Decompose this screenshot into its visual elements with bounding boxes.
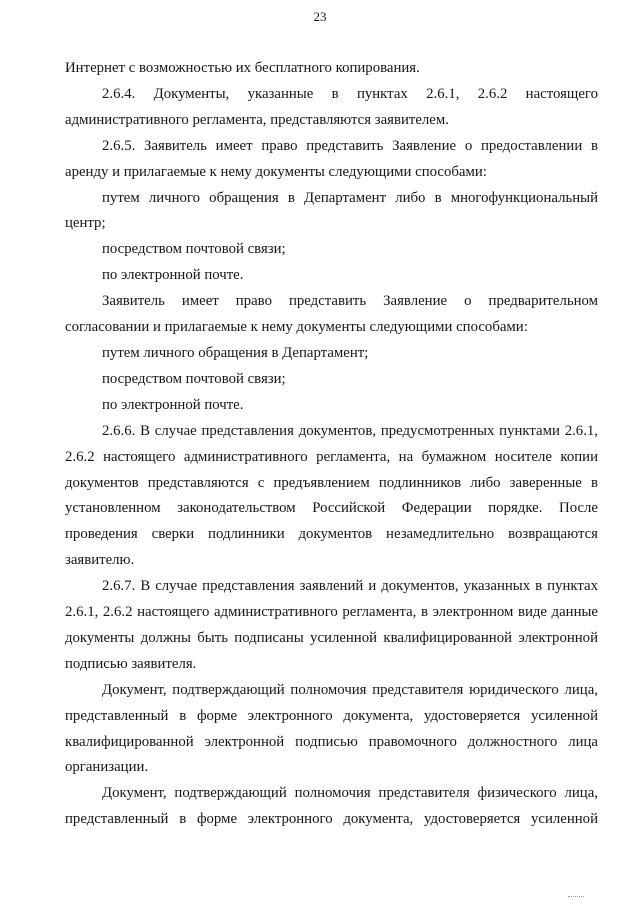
list-item-personal-visit: путем личного обращения в Департамент либо в многофункциональный центр; — [65, 189, 598, 232]
document-body — [65, 56, 598, 833]
paragraph-2-6-4: 2.6.4. Документы, указанные в пунктах 2.6.1, 2.6.2 настоящего административного регламента, представляются заявителем. — [65, 85, 598, 128]
list-item-personal-visit-department: путем личного обращения в Департамент; — [102, 344, 369, 361]
paragraph-continuation: Интернет с возможностью их бесплатного копирования. — [65, 60, 420, 76]
list-item-email-2: по электронной почте. — [102, 396, 244, 413]
paragraph-2-6-7: 2.6.7. В случае представления заявлений и документов, указанных в пунктах 2.6.1, 2.6.2 настоящего административного регламента, в электронном виде данные документы должны быть подписаны усиленной квалифицированной электронной подписью заявителя. — [65, 578, 598, 672]
list-item-postal: посредством почтовой связи; — [102, 241, 286, 258]
paragraph-2-6-6: 2.6.6. В случае представления документов, предусмотренных пунктами 2.6.1, 2.6.2 настоящего административного регламента, на бумажном носителе копии документов представляются с предъявлением подлинников либо заверенные в установленном законодательством Российской Федерации порядке. После проведения сверки подлинники документов незамедлительно возвращаются заявителю. — [65, 422, 598, 569]
paragraph-2-6-5: 2.6.5. Заявитель имеет право представить Заявление о предоставлении в аренду и прилагаемые к нему документы следующими способами: — [65, 137, 598, 180]
page-number: 23 — [313, 9, 327, 24]
paragraph-individual-representative: Документ, подтверждающий полномочия представителя физического лица, представленный в форме электронного документа, удостоверяется усиленной — [65, 785, 598, 828]
scan-artifact — [568, 896, 584, 900]
list-item-email: по электронной почте. — [102, 267, 244, 284]
paragraph-legal-entity-representative: Документ, подтверждающий полномочия представителя юридического лица, представленный в форме электронного документа, удостоверяется усиленной квалифицированной электронной подписью правомочного должностного лица организации. — [65, 681, 598, 776]
paragraph-preliminary-approval: Заявитель имеет право представить Заявление о предварительном согласовании и прилагаемые к нему документы следующими способами: — [65, 293, 598, 336]
list-item-postal-2: посредством почтовой связи; — [102, 370, 286, 387]
